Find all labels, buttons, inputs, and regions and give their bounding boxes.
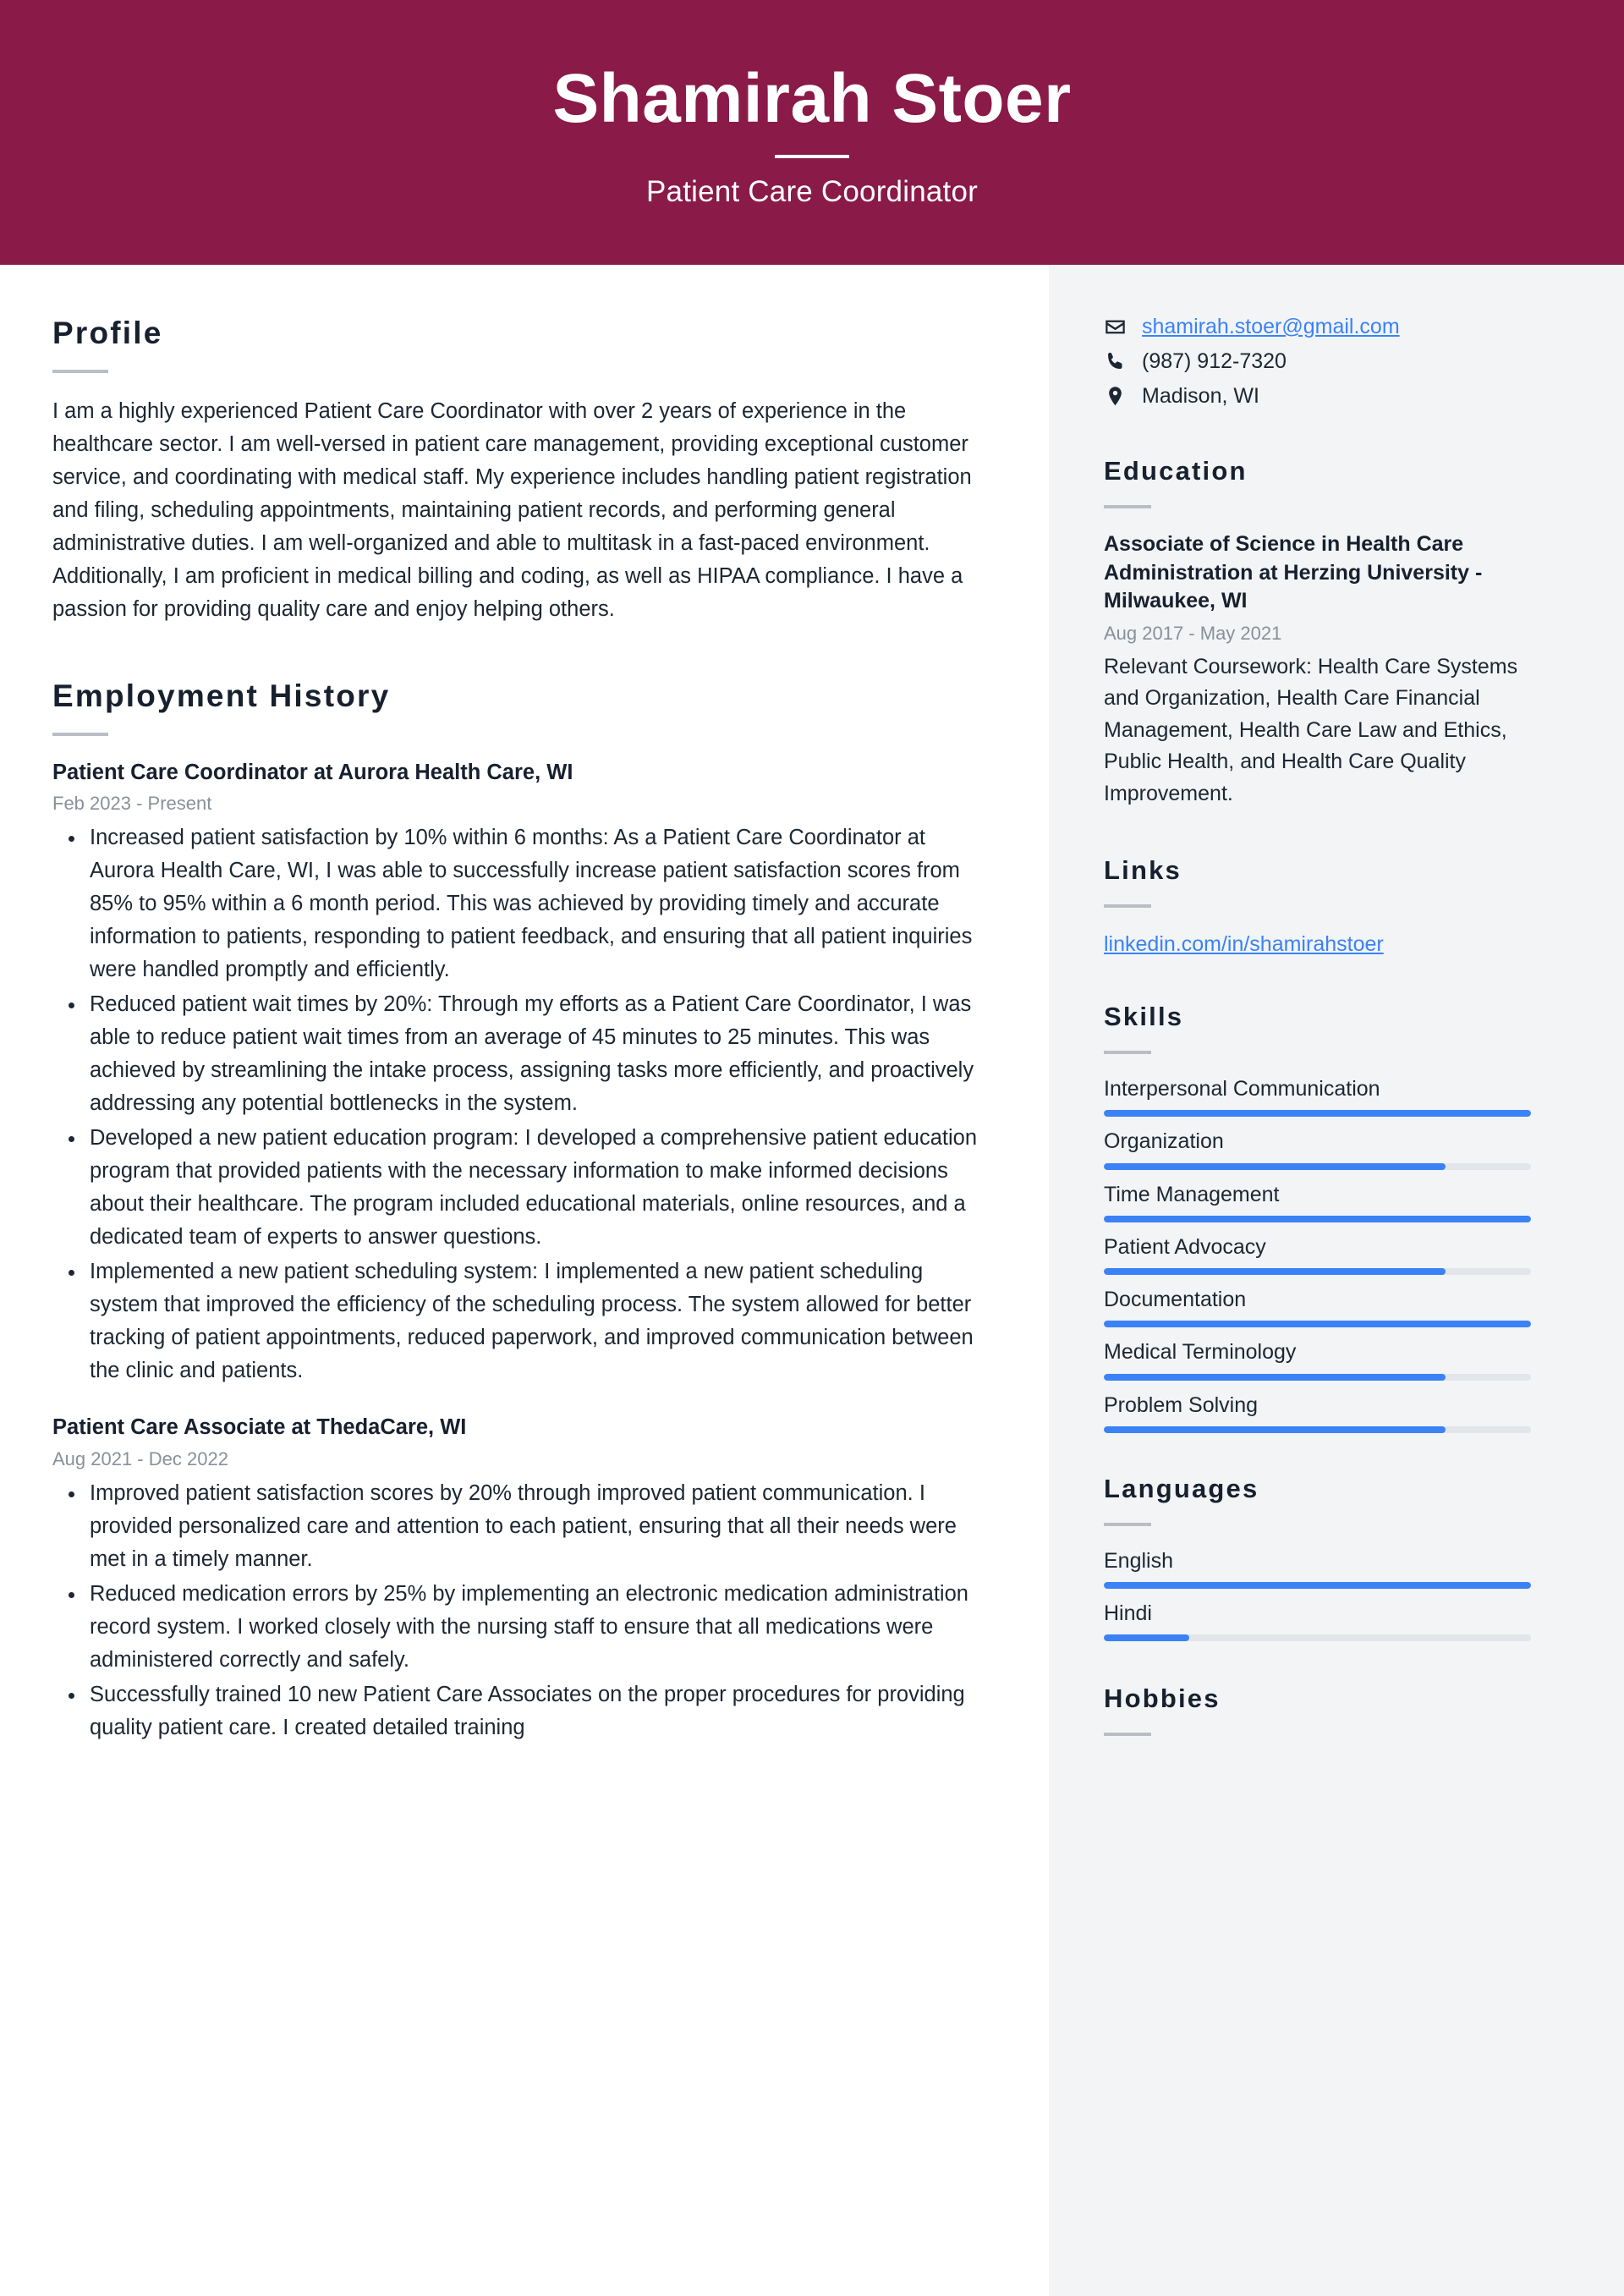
languages-section [1104, 1474, 1531, 1642]
education-description: Relevant Coursework: Health Care Systems and Organization, Health Care Financial Management, Health Care Law and Ethics, Public Health, and Health Care Quality Improvement. [1104, 654, 1518, 805]
job-bullet-list [52, 1477, 985, 1744]
profile-text: I am a highly experienced Patient Care Coordinator with over 2 years of experience in the healthcare sector. I am well-versed in patient care management, providing exceptional customer service, and coordinating with medical staff. My experience includes handling patient registration and filing, scheduling appointments, maintaining patient records, and performing general administrative duties. I am well-organized and able to multitask in a fast-paced environment. Additionally, I am proficient in medical billing and coding, as well as HIPAA compliance. I have a passion for providing quality care and enjoy helping others. [52, 399, 972, 621]
job-bullet: Improved patient satisfaction scores by 20% through improved patient communication. I provided personalized care and attention to each patient, ensuring that all their needs were met in a timely manner. [52, 1477, 985, 1576]
profile-section [52, 316, 985, 626]
job-bullet: Developed a new patient education program: I developed a comprehensive patient education program that provided patients with the necessary information to make informed decisions about their healthcare. The program included educational materials, online resources, and a dedicated team of experts to answer questions. [52, 1122, 985, 1254]
skills-container [1104, 1076, 1531, 1433]
language-item [1104, 1548, 1531, 1589]
skill-item [1104, 1129, 1531, 1169]
skill-item-bar-fill [1104, 1163, 1446, 1170]
phone-icon [1104, 350, 1133, 373]
skill-item-label: Time Management [1104, 1182, 1280, 1206]
skills-heading: Skills [1104, 1002, 1184, 1031]
employment-heading: Employment History [52, 678, 391, 713]
map-pin-icon [1104, 385, 1133, 408]
skill-item [1104, 1392, 1531, 1433]
envelope-icon [1104, 316, 1133, 338]
contact-email[interactable]: shamirah.stoer@gmail.com [1142, 315, 1400, 338]
job-dates: Aug 2021 - Dec 2022 [52, 1447, 228, 1469]
languages-heading: Languages [1104, 1473, 1259, 1503]
job-bullet: Successfully trained 10 new Patient Care Associates on the proper procedures for providing quality patient care. I created detailed training [52, 1678, 985, 1744]
links-container [1104, 930, 1531, 959]
job-title: Patient Care Coordinator at Aurora Health Care, WI [52, 761, 573, 784]
language-item-label: English [1104, 1548, 1173, 1573]
language-item-bar-track [1104, 1582, 1531, 1589]
skill-item-bar-fill [1104, 1374, 1446, 1381]
skill-item-bar-fill [1104, 1110, 1531, 1117]
job-entry [52, 758, 985, 1387]
skill-item-bar-fill [1104, 1268, 1446, 1275]
skill-item-label: Problem Solving [1104, 1392, 1259, 1417]
education-entry [1104, 530, 1531, 810]
skill-item-label: Documentation [1104, 1288, 1247, 1311]
skills-section [1104, 1002, 1531, 1433]
job-bullet: Reduced patient wait times by 20%: Through my efforts as a Patient Care Coordinator, I was able to reduce patient wait times from an average of 45 minutes to 25 minutes. This was achieved by streamlining the intake process, assigning tasks more efficiently, and proactively addressing any potential bottlenecks in the system. [52, 988, 985, 1120]
candidate-job-title: Patient Care Coordinator [646, 174, 978, 208]
education-section [1104, 456, 1531, 810]
skill-item [1104, 1287, 1531, 1327]
hobbies-section [1104, 1684, 1531, 1736]
profile-link[interactable]: linkedin.com/in/shamirahstoer [1104, 932, 1384, 956]
skill-item [1104, 1339, 1531, 1380]
header-divider [775, 155, 849, 158]
skill-item [1104, 1182, 1531, 1222]
skill-item-label: Patient Advocacy [1104, 1234, 1266, 1259]
language-item-label: Hindi [1104, 1601, 1152, 1625]
languages-heading-rule [1104, 1523, 1151, 1526]
education-heading-rule [1104, 505, 1151, 508]
skill-item-label: Medical Terminology [1104, 1340, 1297, 1365]
skill-item-bar-track [1104, 1321, 1531, 1327]
languages-container [1104, 1548, 1531, 1642]
skill-item [1104, 1234, 1531, 1275]
skill-item-bar-track [1104, 1268, 1531, 1275]
job-bullet: Implemented a new patient scheduling system: I implemented a new patient scheduling system that improved the efficiency of the scheduling process. The system allowed for better tracking of patient appointments, reduced paperwork, and improved communication between the clinic and patients. [52, 1255, 985, 1387]
language-item-bar-fill [1104, 1634, 1189, 1641]
contact-phone: (987) 912-7320 [1142, 349, 1287, 373]
language-item-bar-track [1104, 1634, 1531, 1641]
main-column [0, 265, 1049, 2296]
hobbies-heading-rule [1104, 1733, 1151, 1736]
job-title: Patient Care Associate at ThedaCare, WI [52, 1415, 467, 1440]
skill-item-bar-track [1104, 1374, 1531, 1381]
profile-heading: Profile [52, 316, 163, 350]
skill-item-label: Interpersonal Communication [1104, 1077, 1380, 1101]
contact-phone-row [1104, 349, 1531, 374]
job-bullet: Increased patient satisfaction by 10% within 6 months: As a Patient Care Coordinator at Aurora Health Care, WI, I was able to successfully increase patient satisfaction scores from 85% to 95% within a 6 month period. This was achieved by providing timely and accurate information to patients, responding to patient feedback, and ensuring that all patient inquiries were handled promptly and efficiently. [52, 821, 985, 986]
skill-item-bar-track [1104, 1163, 1531, 1170]
job-bullet-list [52, 821, 985, 1387]
education-dates: Aug 2017 - May 2021 [1104, 622, 1282, 644]
profile-heading-rule [52, 370, 108, 373]
skill-item [1104, 1076, 1531, 1117]
skills-heading-rule [1104, 1051, 1151, 1054]
skill-item-bar-track [1104, 1110, 1531, 1117]
jobs-container [52, 758, 985, 1744]
links-heading-rule [1104, 904, 1151, 908]
resume-header [0, 0, 1624, 265]
hobbies-heading: Hobbies [1104, 1684, 1221, 1714]
contact-list [1104, 314, 1531, 409]
links-section [1104, 855, 1531, 959]
job-bullet: Reduced medication errors by 25% by implementing an electronic medication administration record system. I worked closely with the nursing staff to ensure that all medications were administered correctly and safely. [52, 1578, 985, 1677]
skill-item-bar-fill [1104, 1426, 1446, 1433]
contact-email-row[interactable] [1104, 314, 1531, 339]
contact-location: Madison, WI [1142, 384, 1259, 408]
skill-item-bar-fill [1104, 1321, 1531, 1327]
job-dates: Feb 2023 - Present [52, 793, 212, 815]
skill-item-label: Organization [1104, 1129, 1224, 1154]
resume-body [0, 265, 1624, 2296]
contact-location-row [1104, 383, 1531, 409]
employment-section [52, 678, 985, 1744]
education-heading: Education [1104, 456, 1248, 486]
sidebar-column [1049, 265, 1624, 2296]
employment-heading-rule [52, 733, 108, 736]
job-entry [52, 1413, 985, 1744]
candidate-name: Shamirah Stoer [552, 60, 1072, 138]
education-container [1104, 530, 1531, 810]
education-degree: Associate of Science in Health Care Administration at Herzing University - Milwaukee, WI [1104, 532, 1483, 612]
skill-item-bar-track [1104, 1426, 1531, 1433]
skill-item-bar-fill [1104, 1216, 1531, 1222]
links-heading: Links [1104, 855, 1182, 885]
skill-item-bar-track [1104, 1216, 1531, 1222]
language-item [1104, 1601, 1531, 1641]
language-item-bar-fill [1104, 1582, 1531, 1589]
